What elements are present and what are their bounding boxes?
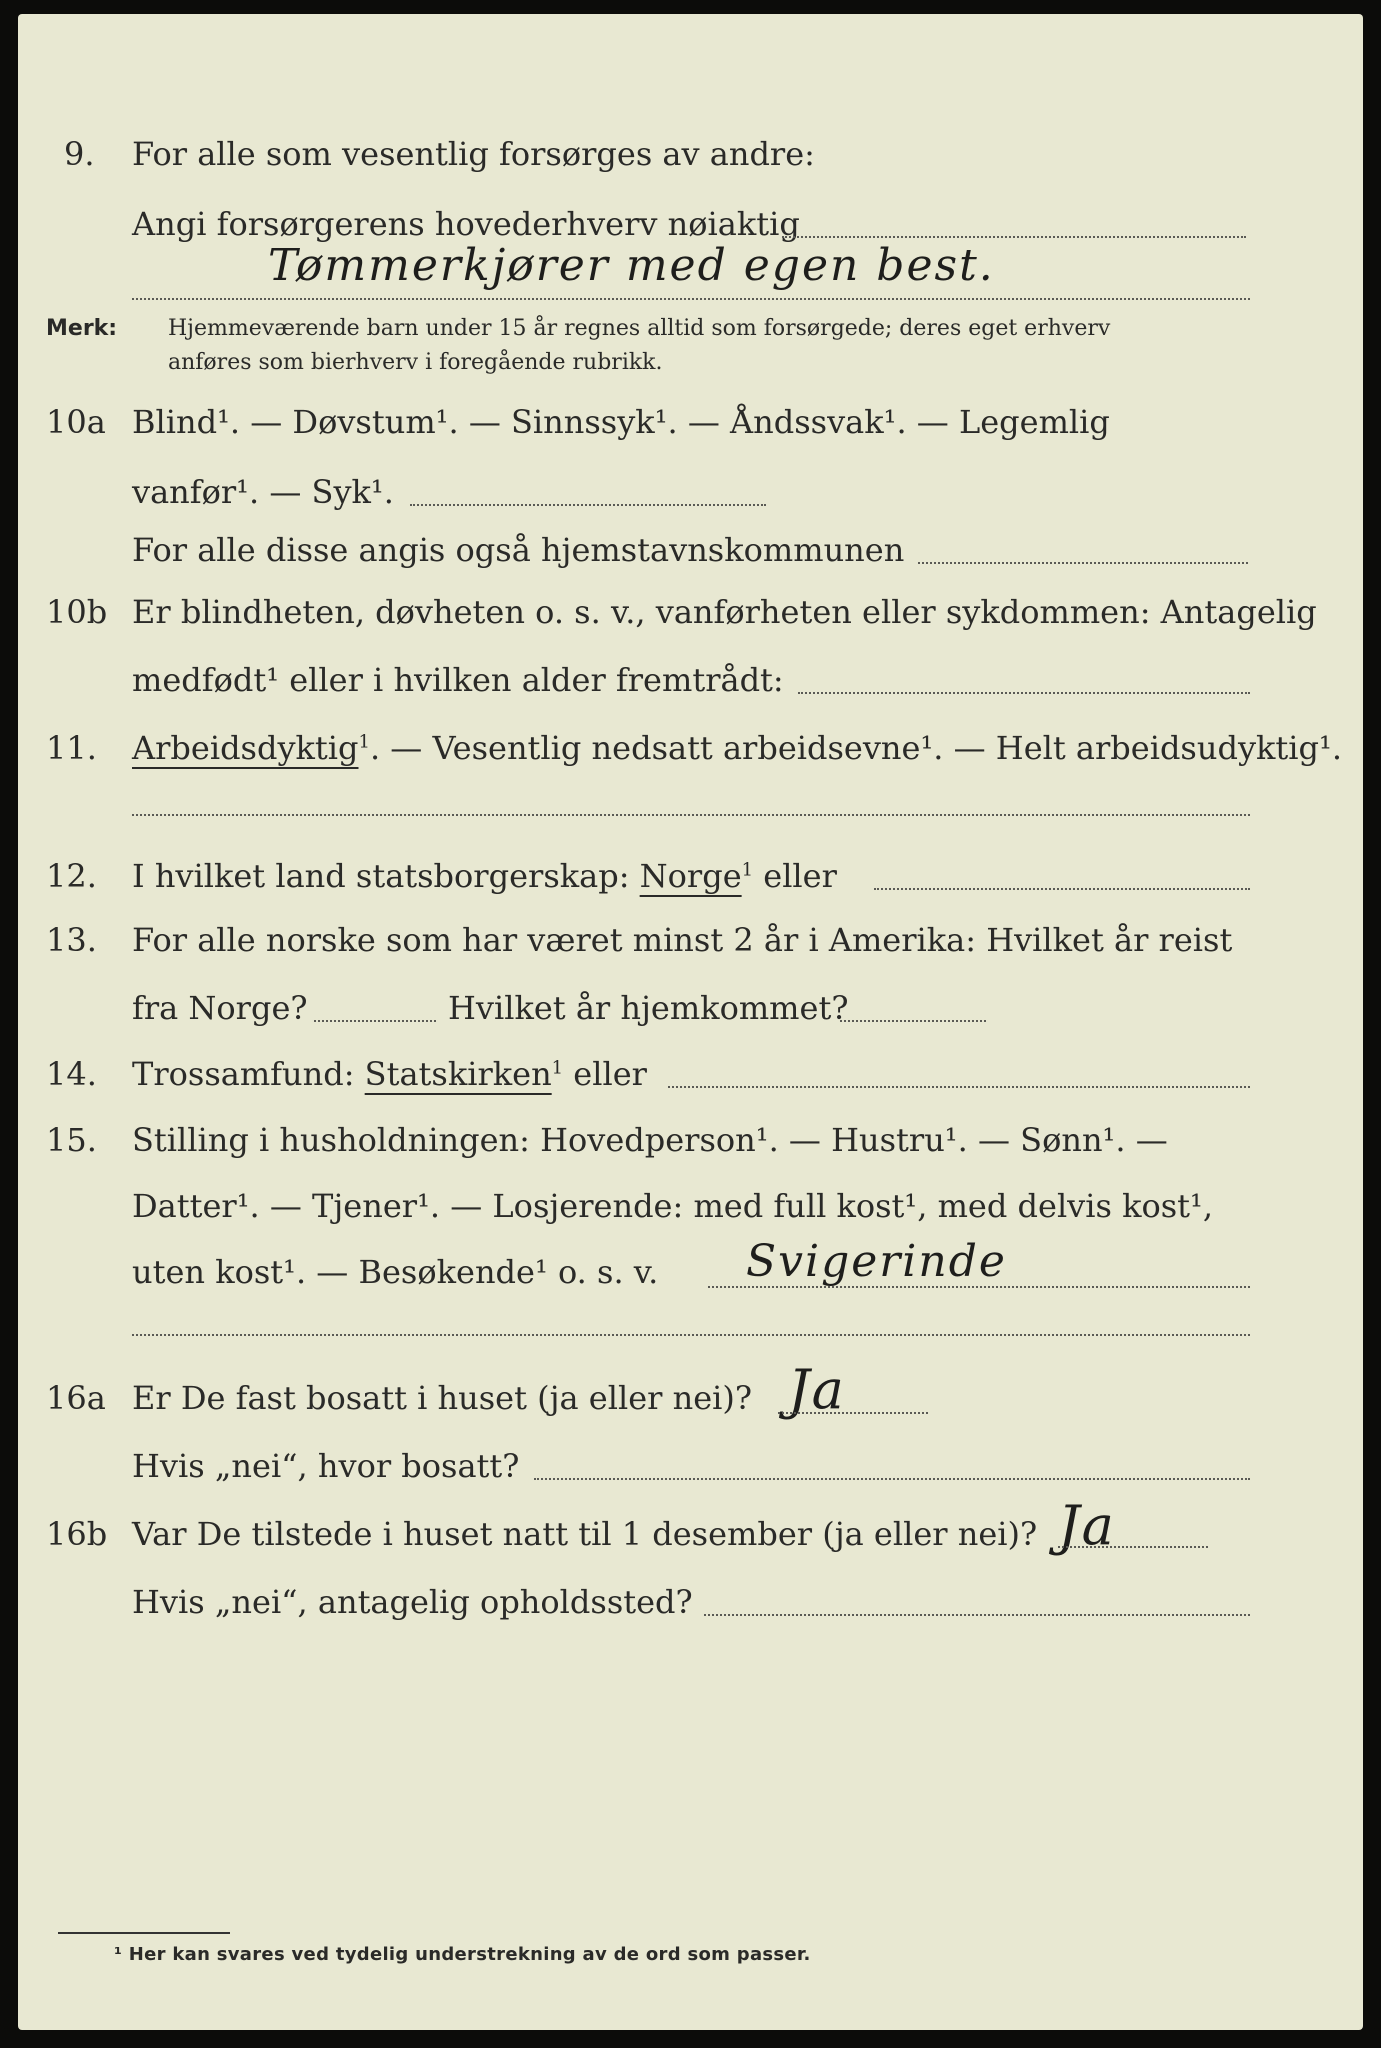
- handwritten-answer: Ja: [788, 1358, 846, 1421]
- question-text: Er De fast bosatt i huset (ja eller nei)?: [132, 1379, 753, 1417]
- question-number: 15.: [46, 1121, 97, 1159]
- answer-line: [704, 1614, 1250, 1616]
- question-number: 14.: [46, 1055, 97, 1093]
- census-form-page: [18, 14, 1363, 2030]
- superscript: 1: [551, 1057, 564, 1079]
- question-text-rest: . — Vesentlig nedsatt arbeidsevne¹. — Helt arbeidsudyktig¹.: [369, 729, 1342, 767]
- note-label: Merk:: [46, 316, 118, 341]
- question-text: medfødt¹ eller i hvilken alder fremtrådt:: [132, 661, 784, 699]
- question-number: 10a: [46, 403, 106, 441]
- question-text-rest: eller: [753, 857, 837, 895]
- question-text: uten kost¹. — Besøkende¹ o. s. v.: [132, 1253, 659, 1291]
- answer-line: [874, 888, 1250, 890]
- question-text: Hvis „nei“, hvor bosatt?: [132, 1447, 520, 1485]
- superscript: 1: [358, 731, 370, 753]
- answer-line: [668, 1086, 1250, 1088]
- answer-line: [132, 1334, 1250, 1336]
- answer-line: [840, 1020, 986, 1022]
- question-number: 10b: [46, 593, 108, 631]
- question-number: 16b: [46, 1515, 108, 1553]
- note-text-line2: anføres som bierhverv i foregående rubrikk.: [168, 350, 663, 375]
- question-text: [132, 856, 837, 896]
- answer-line: [778, 1412, 928, 1414]
- question-text-b: Hvilket år hjemkommet?: [448, 989, 849, 1027]
- question-text: For alle disse angis også hjemstavnskommunen: [132, 531, 905, 569]
- question-text: Angi forsørgerens hovederhverv nøiaktig: [132, 205, 800, 243]
- question-text-pre: Trossamfund:: [132, 1055, 365, 1093]
- question-number: 12.: [46, 857, 97, 895]
- handwritten-answer: Svigerinde: [746, 1236, 1007, 1287]
- question-text-a: fra Norge?: [132, 989, 308, 1027]
- question-text-pre: I hvilket land statsborgerskap:: [132, 857, 640, 895]
- question-number: 9.: [64, 135, 95, 173]
- question-text: Var De tilstede i huset natt til 1 desember (ja eller nei)?: [132, 1515, 1038, 1553]
- question-text: For alle norske som har været minst 2 år i Amerika: Hvilket år reist: [132, 921, 1233, 959]
- question-text-rest: eller: [563, 1055, 647, 1093]
- question-text: Hvis „nei“, antagelig opholdssted?: [132, 1583, 693, 1621]
- underlined-option: Arbeidsdyktig: [132, 729, 359, 767]
- answer-line: [132, 814, 1250, 816]
- answer-line: [798, 692, 1250, 694]
- question-number: 16a: [46, 1379, 106, 1417]
- answer-line: [314, 1020, 436, 1022]
- answer-line: [708, 1286, 1250, 1288]
- answer-line: [410, 504, 766, 506]
- handwritten-answer: Ja: [1058, 1494, 1116, 1557]
- answer-line: [534, 1478, 1250, 1480]
- answer-line: [132, 298, 1250, 300]
- underlined-option: Norge: [639, 857, 742, 895]
- answer-line: [782, 236, 1246, 238]
- question-number: 11.: [46, 729, 97, 767]
- question-text: vanfør¹. — Syk¹.: [132, 473, 394, 511]
- question-text: [132, 728, 1342, 768]
- question-text: [132, 1054, 647, 1094]
- note-text-line1: Hjemmeværende barn under 15 år regnes alltid som forsørgede; deres eget erhverv: [168, 316, 1111, 341]
- question-text: Datter¹. — Tjener¹. — Losjerende: med full kost¹, med delvis kost¹,: [132, 1187, 1214, 1225]
- answer-line: [1058, 1546, 1208, 1548]
- question-text: Blind¹. — Døvstum¹. — Sinnssyk¹. — Åndssvak¹. — Legemlig: [132, 403, 1110, 441]
- question-text: For alle som vesentlig forsørges av andre:: [132, 135, 815, 173]
- footnote-rule: [58, 1932, 230, 1934]
- underlined-option: Statskirken: [364, 1055, 552, 1093]
- question-text: Stilling i husholdningen: Hovedperson¹. — Hustru¹. — Sønn¹. —: [132, 1121, 1168, 1159]
- superscript: 1: [741, 859, 754, 881]
- question-text: Er blindheten, døvheten o. s. v., vanførheten eller sykdommen: Antagelig: [132, 593, 1317, 631]
- handwritten-answer: Tømmerkjører med egen best.: [268, 240, 995, 291]
- footnote: ¹ Her kan svares ved tydelig understrekning av de ord som passer.: [114, 1944, 811, 1965]
- question-number: 13.: [46, 921, 97, 959]
- answer-line: [918, 562, 1248, 564]
